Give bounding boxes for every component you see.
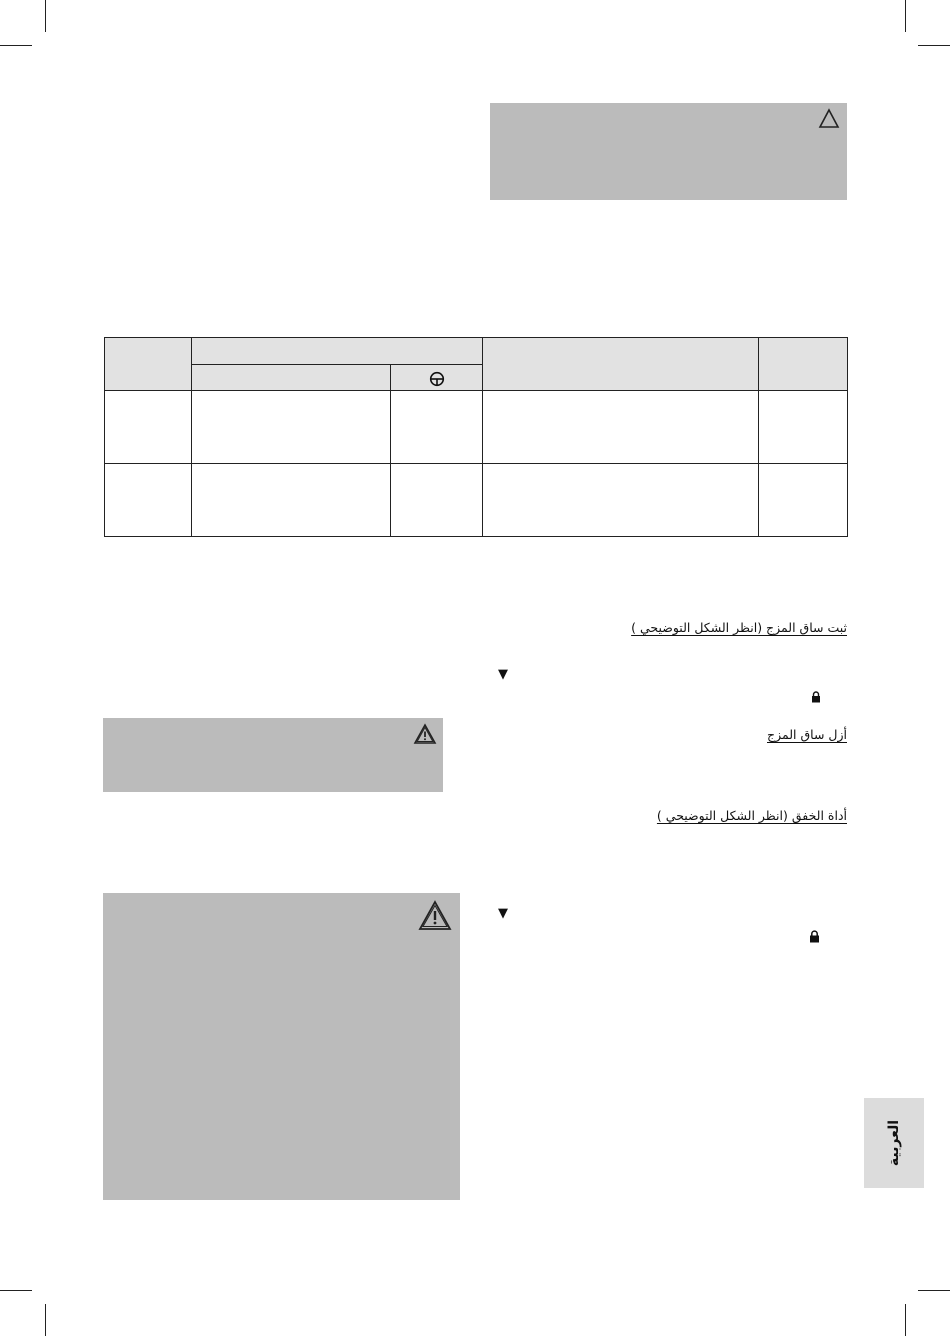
down-triangle-icon: ▼ [498,667,508,682]
lock-icon [809,930,820,943]
heading-whisk-tool: أداة الخفق (انظر الشكل التوضيحي ) [656,808,847,823]
lock-icon [811,691,821,703]
crop-mark [905,1304,906,1336]
heading-remove-mixer-shaft: أزل ساق المزج [767,727,847,742]
crop-mark [918,1290,950,1291]
table-cell [391,464,483,537]
warning-triangle-icon [418,900,452,932]
warning-box-middle [103,718,443,792]
table-header-cell [391,365,483,391]
table-cell [192,464,391,537]
warning-triangle-icon [818,108,840,130]
warning-box-large [103,893,460,1200]
table-header-cell [105,338,192,391]
warning-triangle-icon [413,723,437,745]
table-header-cell [759,338,848,391]
table-cell [759,391,848,464]
crop-mark [0,1290,32,1291]
table-cell [192,391,391,464]
heading-attach-mixer-shaft: ثبت ساق المزج (انظر الشكل التوضيحي ) [631,620,847,635]
language-tab-label-wrap [864,1098,924,1188]
table-cell [105,391,192,464]
language-tab-label: العربية [885,1119,902,1167]
crop-mark [45,1304,46,1336]
crop-mark [918,45,950,46]
table-cell [483,391,759,464]
table-cell [391,391,483,464]
table-header-cell [192,365,391,391]
warning-box-top [490,103,847,200]
speed-dial-icon [429,371,445,387]
table-header-cell [483,338,759,391]
down-triangle-icon: ▼ [498,906,508,921]
crop-mark [0,45,32,46]
table-cell [483,464,759,537]
table-header-cell [192,338,483,365]
crop-mark [45,0,46,32]
table-cell [759,464,848,537]
table-cell [105,464,192,537]
crop-mark [905,0,906,32]
specification-table [104,337,848,537]
